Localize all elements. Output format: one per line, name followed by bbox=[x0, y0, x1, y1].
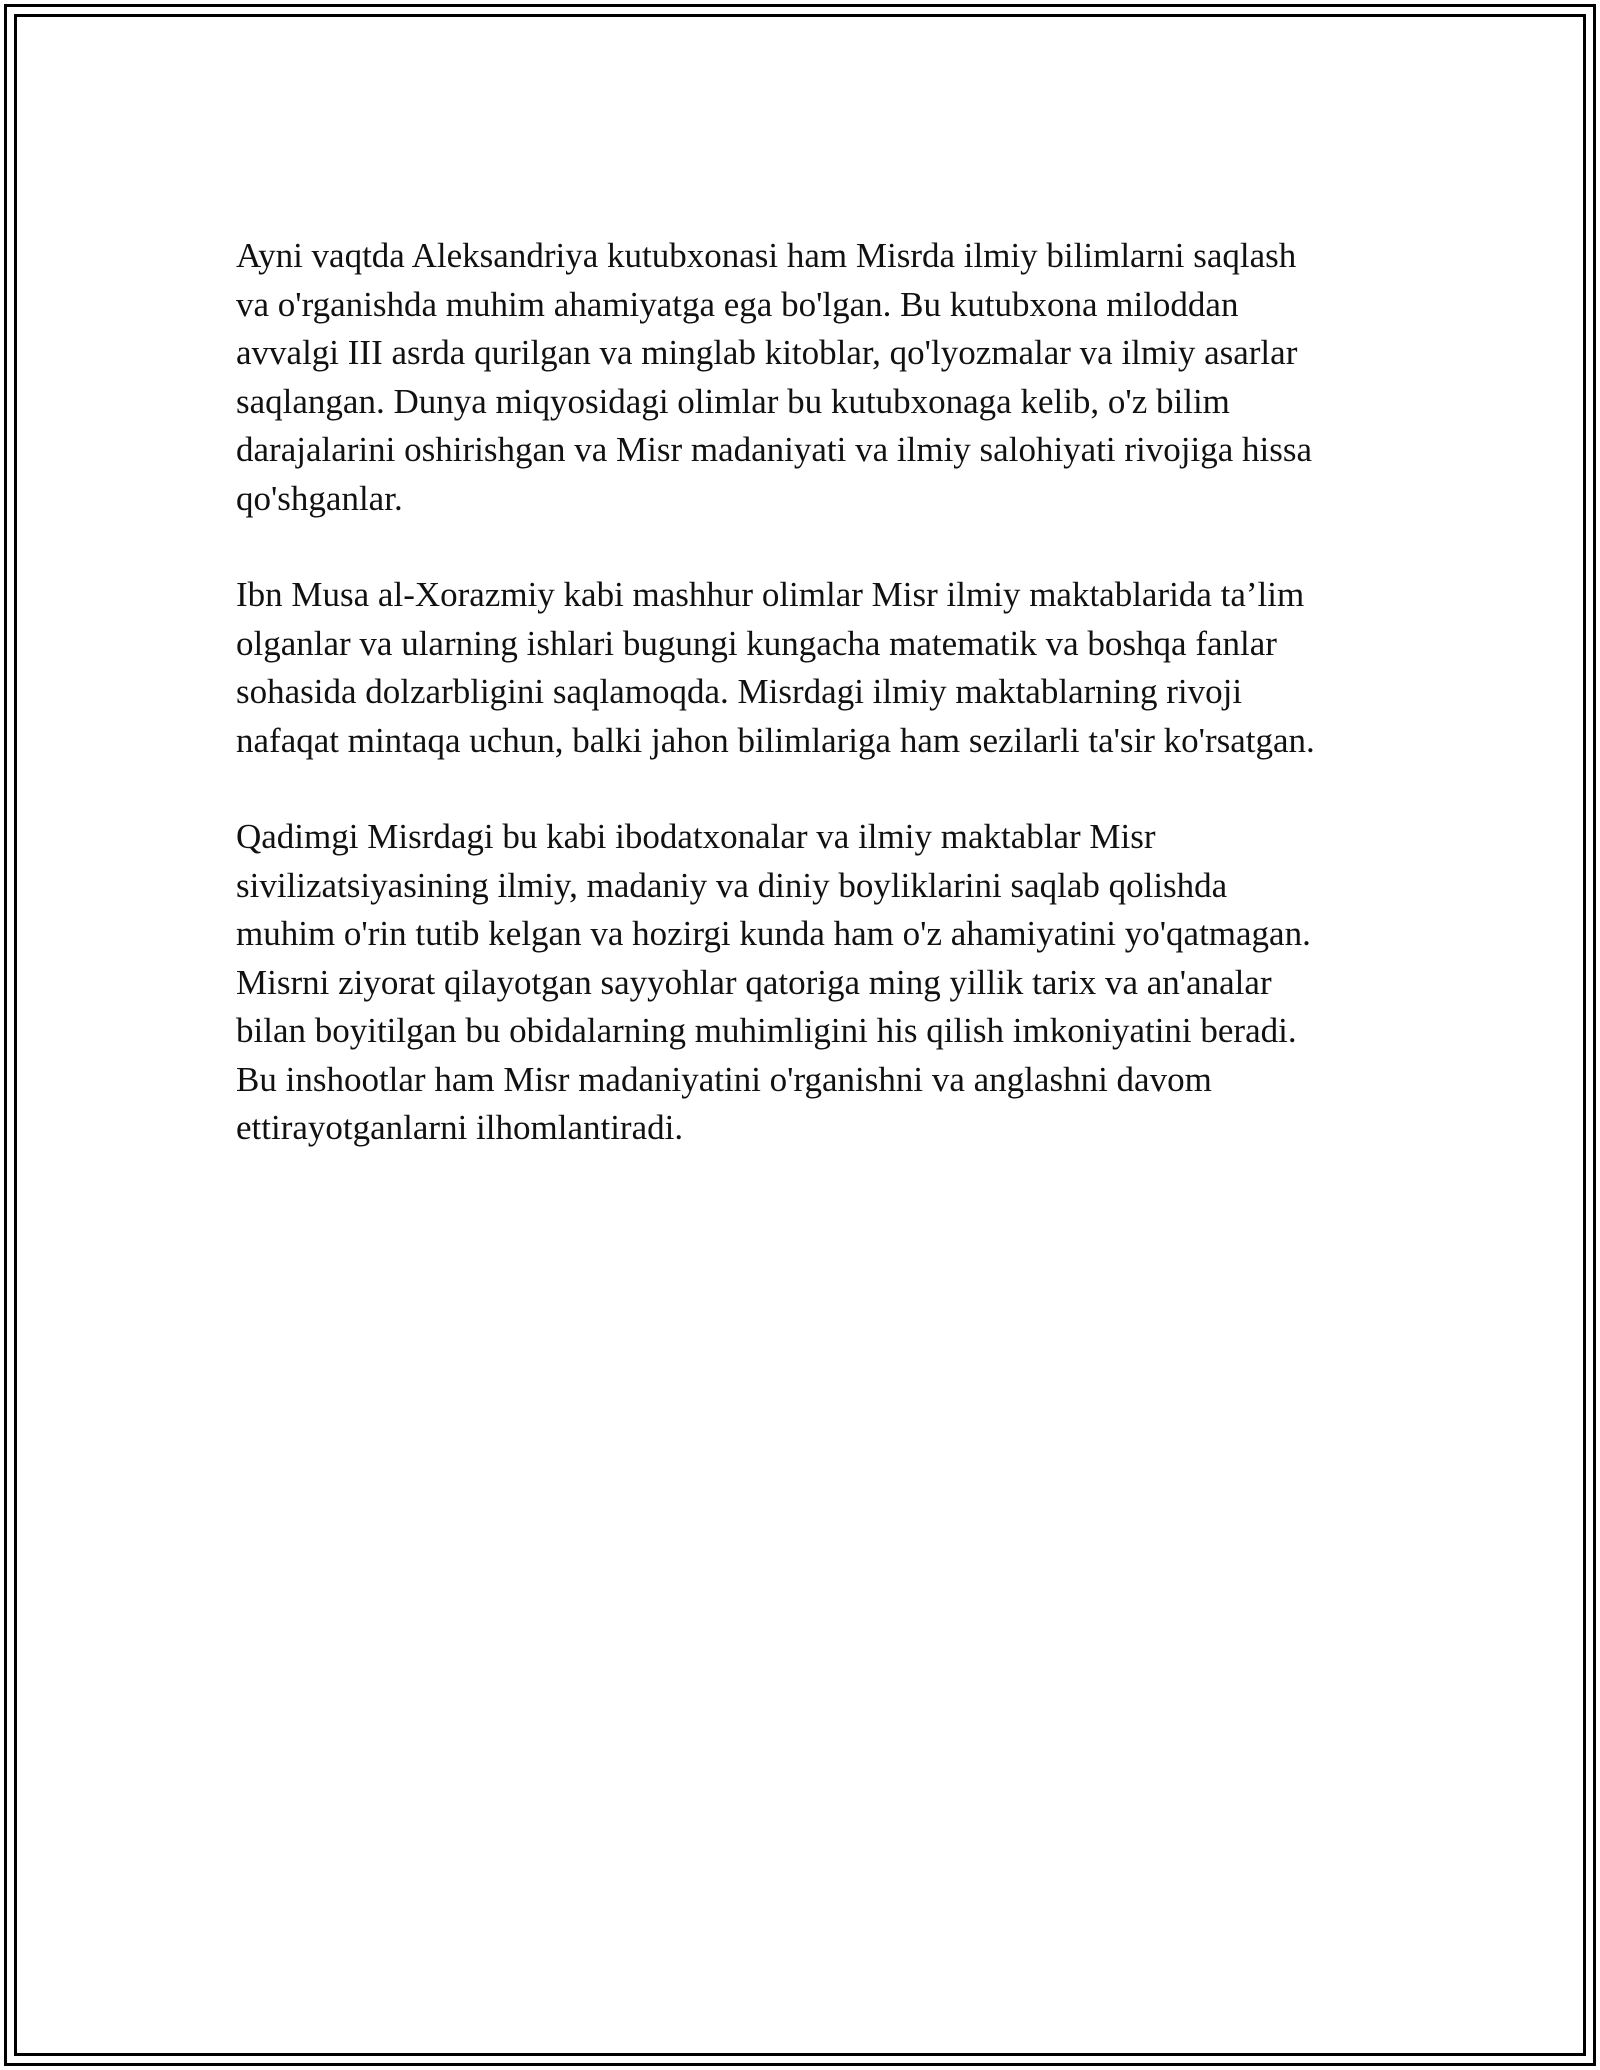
paragraph-ancient-egypt-temples: Qadimgi Misrdagi bu kabi ibodatxonalar va ilmiy maktablar Misr sivilizatsiyasining ilmiy, madaniy va diniy boyliklarini saqlab qolishda muhim o'rin tutib kelgan va hozirgi kunda ham o'z ahamiyatini yo'qatmagan. Misrni ziyorat qilayotgan sayyohlar qatoriga ming yillik tarix va an'analar bilan boyitilgan bu obidalarning muhimligini his qilish imkoniyatini beradi. Bu inshootlar ham Misr madaniyatini o'rganishni va anglashni davom ettirayotganlarni ilhomlantiradi. bbox=[236, 817, 1311, 1147]
paragraph-al-xorazmiy: Ibn Musa al-Xorazmiy kabi mashhur olimlar Misr ilmiy maktablarida ta’lim olganlar va ularning ishlari bugungi kungacha matematik va boshqa fanlar sohasida dolzarbligini saqlamoqda. Misrdagi ilmiy maktablarning rivoji nafaqat mintaqa uchun, balki jahon bilimlariga ham sezilarli ta'sir ko'rsatgan. bbox=[236, 575, 1315, 760]
paragraph-aleksandriya-library: Ayni vaqtda Aleksandriya kutubxonasi ham Misrda ilmiy bilimlarni saqlash va o'rganishda muhim ahamiyatga ega bo'lgan. Bu kutubxona miloddan avvalgi III asrda qurilgan va minglab kitoblar, qo'lyozmalar va ilmiy asarlar saqlangan. Dunya miqyosidagi olimlar bu kutubxonaga kelib, o'z bilim darajalarini oshirishgan va Misr madaniyati va ilmiy salohiyati rivojiga hissa qo'shganlar. bbox=[236, 236, 1313, 518]
document-body bbox=[236, 232, 1376, 1201]
